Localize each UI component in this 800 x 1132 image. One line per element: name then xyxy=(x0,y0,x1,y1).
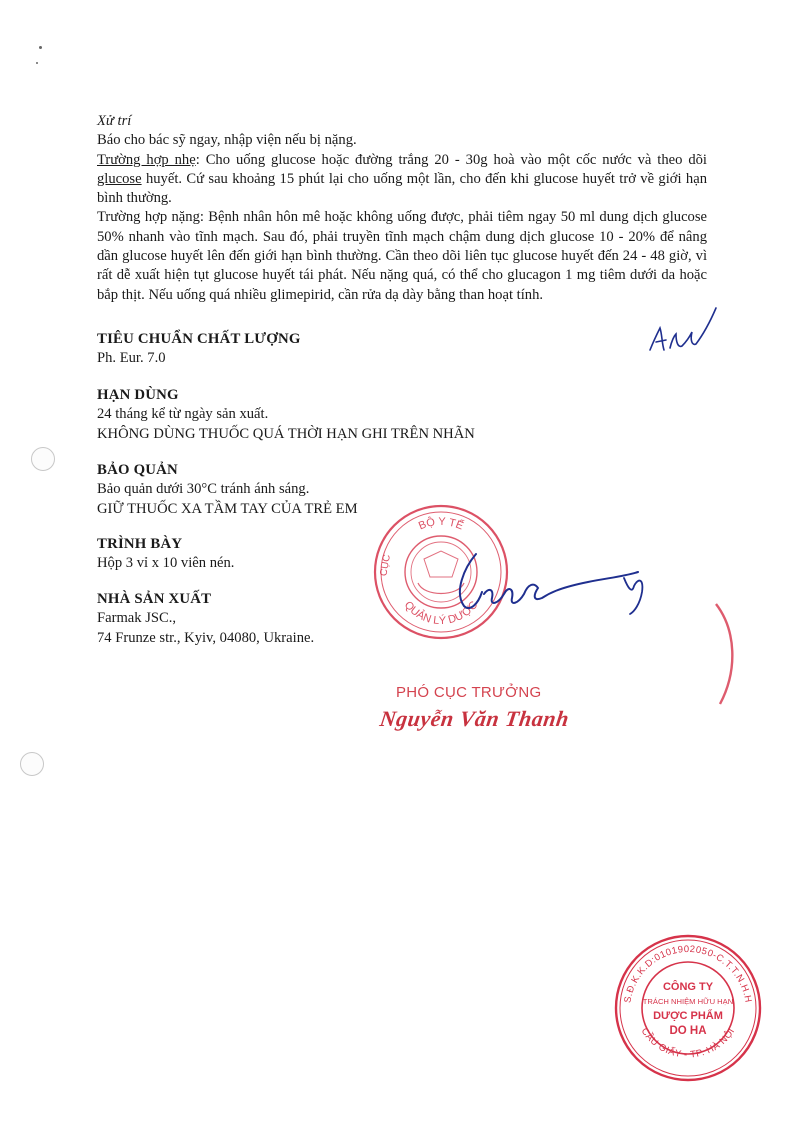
manufacturer-section xyxy=(97,590,314,648)
stamp-right-line1: CÔNG TY xyxy=(662,981,714,993)
storage-heading: BẢO QUẢN xyxy=(97,462,178,478)
shelf-life-line1: 24 tháng kể từ ngày sản xuất. xyxy=(97,406,269,423)
company-stamp xyxy=(610,930,766,1086)
treatment-severe: Trường hợp nặng: Bệnh nhân hôn mê hoặc không uống được, phải tiêm ngay 50 ml dung dịch glucose 50% nhanh vào tĩnh mạch. Sau đó, phải truyền tĩnh mạch chậm dung dịch glucose 10 - 20% để nâng dần glucose huyết lên đến giới hạn bình thường. Cần theo dõi liên tục glucose huyết đến 24 - 48 giờ, vì rất dễ xuất hiện tụt glucose huyết tái phát. Nếu nặng quá, có thể cho glucagon 1 mg tiêm dưới da hoặc bắp thịt. Nếu uống quá nhiều glimepirid, cần rửa dạ dày bằng than hoạt tính. xyxy=(97,209,707,303)
punch-hole-top xyxy=(31,447,55,471)
shelf-life-line2: KHÔNG DÙNG THUỐC QUÁ THỜI HẠN GHI TRÊN NHÃN xyxy=(97,425,475,442)
treatment-heading: Xử trí xyxy=(97,113,132,129)
storage-line1: Bảo quản dưới 30°C tránh ánh sáng. xyxy=(97,481,310,498)
quality-heading: TIÊU CHUẨN CHẤT LƯỢNG xyxy=(97,331,301,347)
stamp-right-ring-bottom: CẦU GIẤY - TP. HÀ NỘI xyxy=(638,1026,738,1061)
storage-section xyxy=(97,461,358,519)
treatment-mild xyxy=(97,151,707,209)
mild-underlined: glucose xyxy=(97,170,142,187)
stamp-right-ring: S.Đ.K.K.D:0101902050-C.T.T.N.H.H xyxy=(622,943,754,1004)
approval-title: PHÓ CỤC TRƯỞNG xyxy=(396,684,542,701)
mild-text: : Cho uống glucose hoặc đường trắng 20 - 30g hoà vào một cốc nước và theo dõi xyxy=(195,151,707,168)
stamp-right-line2: TRÁCH NHIỆM HỮU HẠN xyxy=(642,997,734,1006)
quality-section xyxy=(97,330,301,369)
stamp-right-line4: DO HA xyxy=(669,1025,707,1037)
manufacturer-heading: NHÀ SẢN XUẤT xyxy=(97,591,212,607)
presentation-text: Hộp 3 vỉ x 10 viên nén. xyxy=(97,555,235,572)
treatment-line1: Báo cho bác sỹ ngay, nhập viện nếu bị nặng. xyxy=(97,132,357,149)
stamp-left-side: CỤC xyxy=(378,553,393,577)
mild-label: Trường hợp nhẹ xyxy=(97,151,196,168)
stamp-right-line3: DƯỢC PHẨM xyxy=(653,1010,723,1022)
partial-stamp-arc xyxy=(710,600,750,710)
mild-rest: huyết. Cứ sau khoảng 15 phút lại cho uống một lần, cho đến khi glucose huyết trở về giới hạn bình thường. xyxy=(97,170,707,207)
initials-signature xyxy=(640,300,720,360)
scan-speck xyxy=(39,46,42,49)
stamp-left-bottom: QUẢN LÝ DƯỢC xyxy=(401,599,481,628)
storage-line2: GIỮ THUỐC XA TẦM TAY CỦA TRẺ EM xyxy=(97,500,358,517)
official-signature xyxy=(448,548,668,618)
manufacturer-line2: 74 Frunze str., Kyiv, 04080, Ukraine. xyxy=(97,629,315,646)
quality-text: Ph. Eur. 7.0 xyxy=(97,350,166,367)
shelf-life-heading: HẠN DÙNG xyxy=(97,387,179,403)
treatment-section xyxy=(97,112,707,305)
approval-name: Nguyễn Văn Thanh xyxy=(378,706,571,731)
shelf-life-section xyxy=(97,386,475,444)
manufacturer-line1: Farmak JSC., xyxy=(97,610,177,627)
presentation-heading: TRÌNH BÀY xyxy=(97,536,183,552)
svg-text:BỘ Y TẾ xyxy=(417,515,466,532)
punch-hole-bottom xyxy=(20,752,44,776)
stamp-left-top: BỘ Y TẾ xyxy=(416,515,466,533)
scan-speck xyxy=(36,62,38,64)
presentation-section xyxy=(97,535,234,574)
